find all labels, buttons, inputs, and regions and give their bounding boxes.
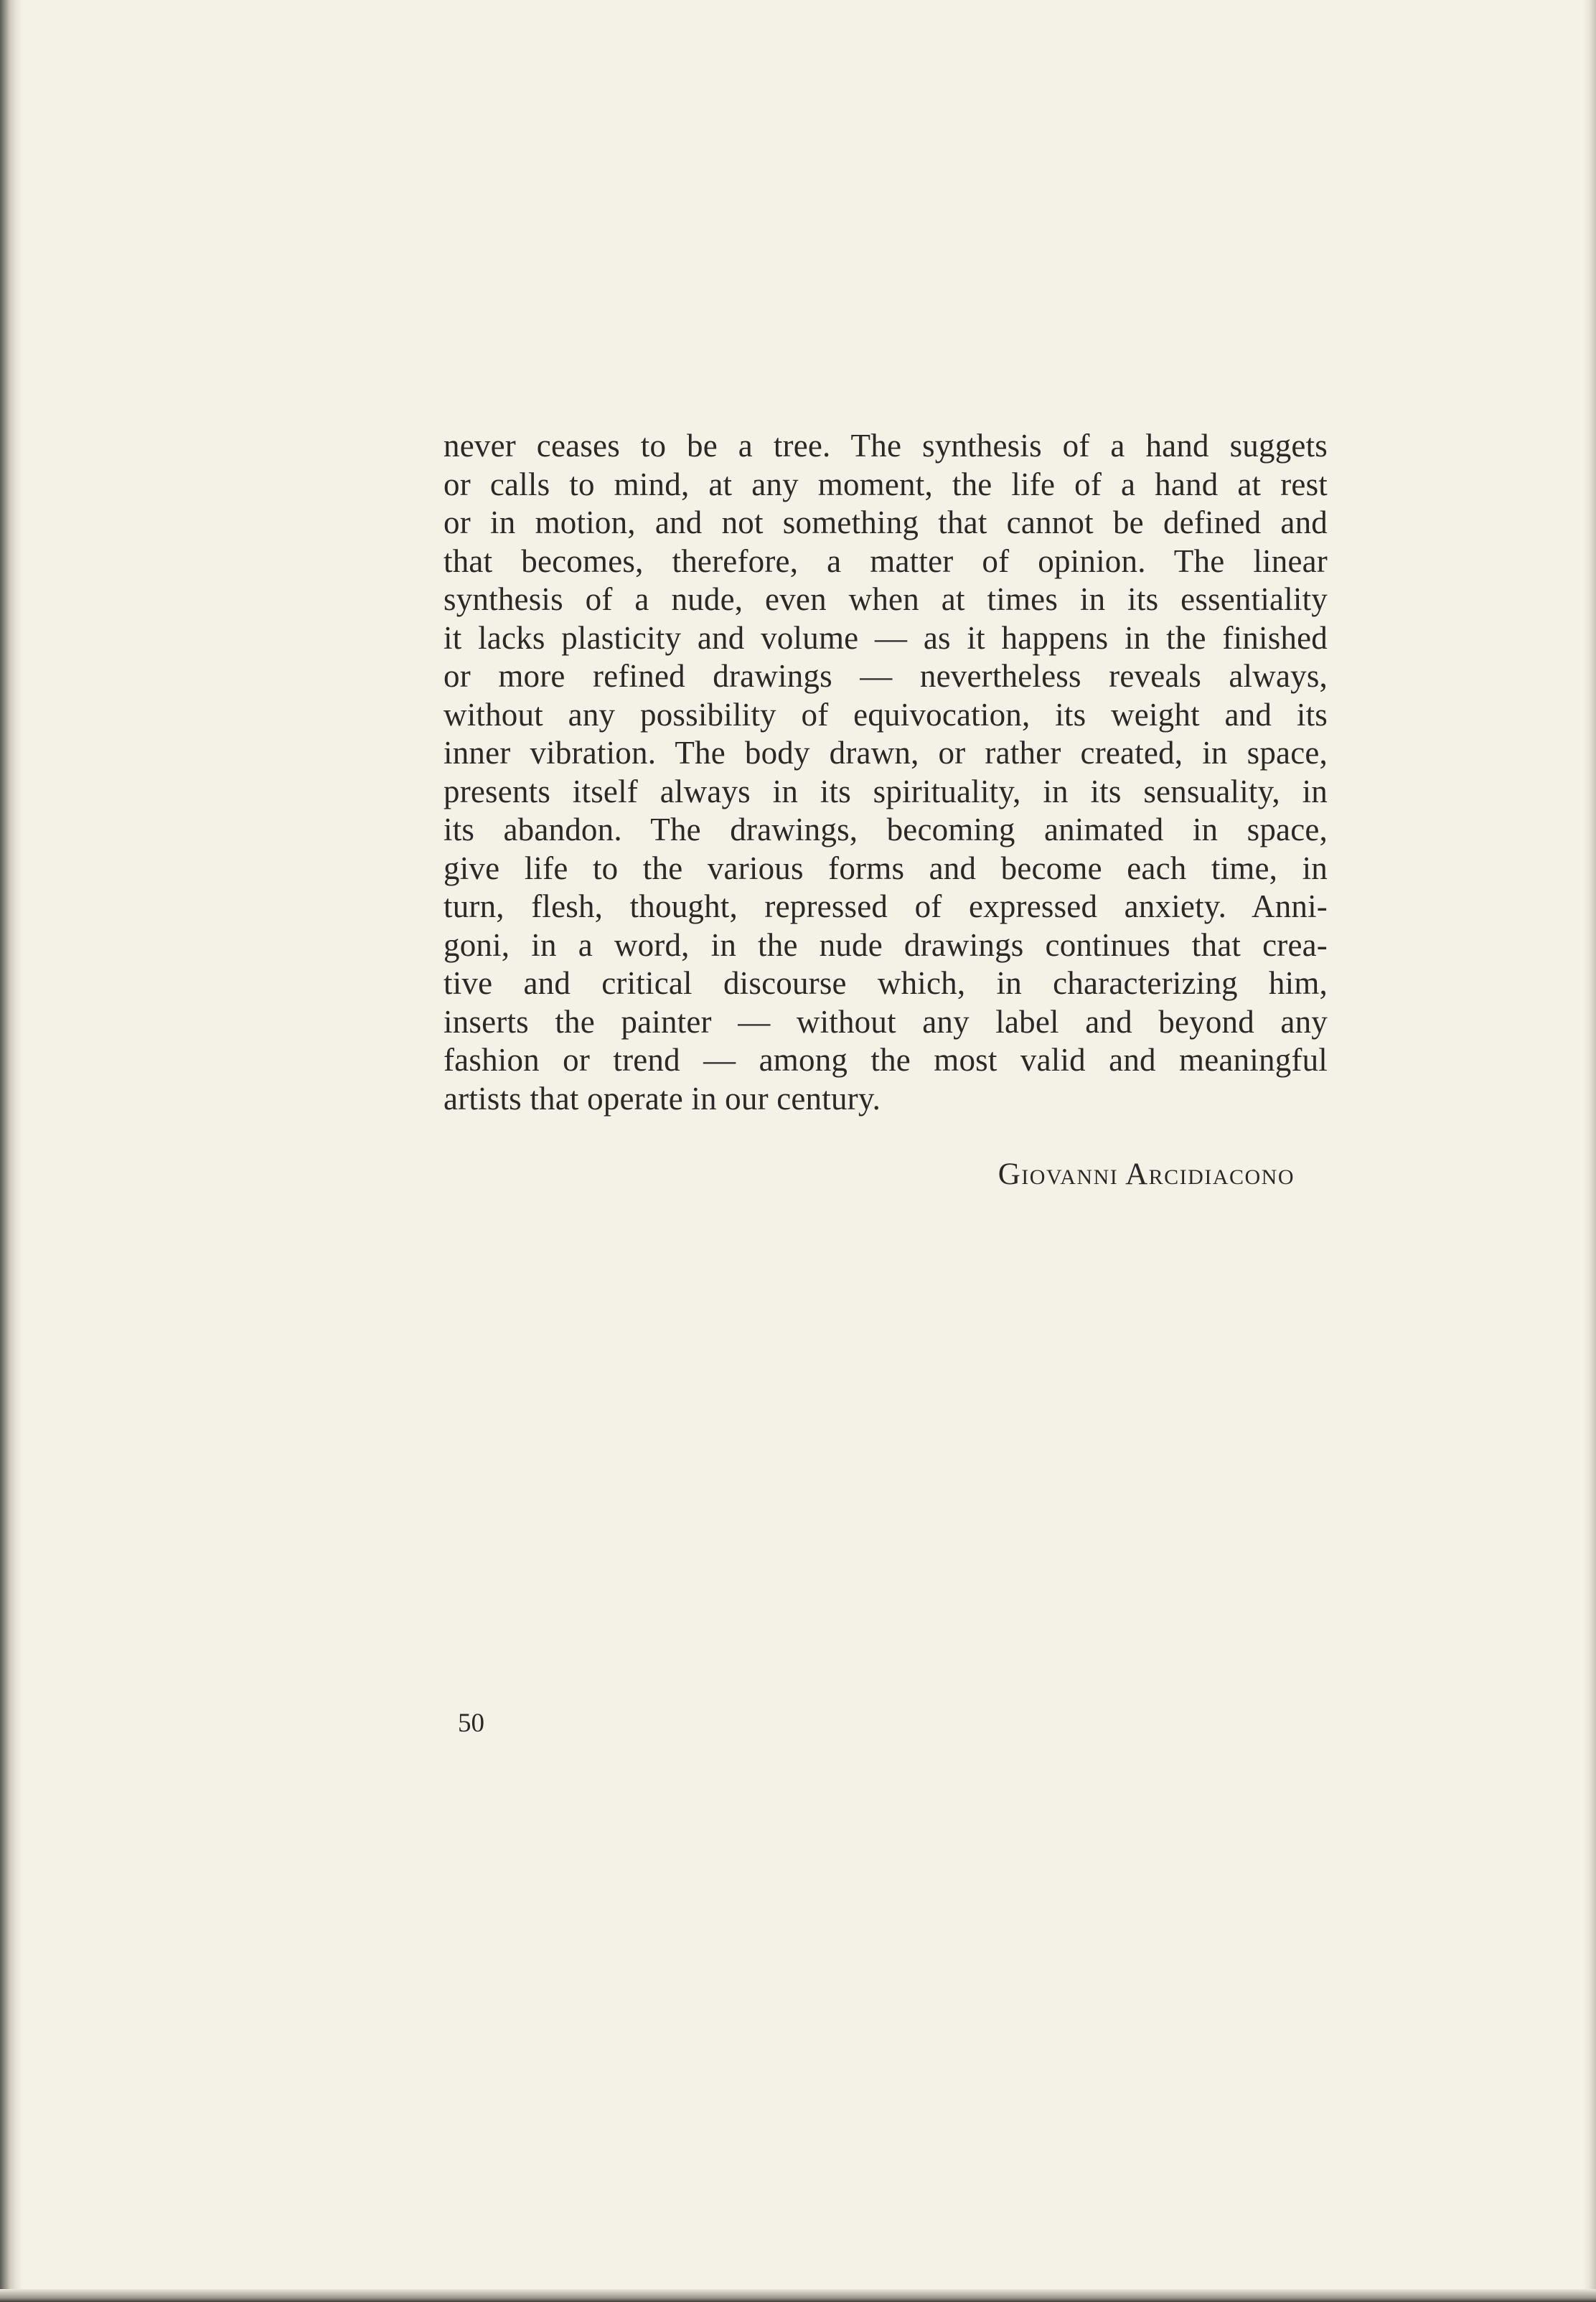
text-line: or calls to mind, at any moment, the life of a hand at rest bbox=[443, 466, 1328, 502]
text-line: give life to the various forms and become each time, in bbox=[443, 850, 1328, 886]
text-line: its abandon. The drawings, becoming animated in space, bbox=[443, 812, 1328, 847]
text-line: it lacks plasticity and volume — as it happens in the finished bbox=[443, 619, 1328, 656]
text-line: inserts the painter — without any label and beyond any bbox=[443, 1003, 1328, 1040]
page-number: 50 bbox=[458, 1709, 484, 1738]
scan-bottom-edge bbox=[0, 2289, 1596, 2302]
book-page bbox=[22, 0, 1583, 2289]
text-line: fashion or trend — among the most valid and meaningful bbox=[443, 1042, 1328, 1078]
text-line: that becomes, therefore, a matter of opinion. The linear bbox=[443, 542, 1328, 579]
text-line: turn, flesh, thought, repressed of expressed anxiety. Anni- bbox=[443, 888, 1328, 924]
text-line: artists that operate in our century. bbox=[443, 1080, 881, 1117]
text-line: never ceases to be a tree. The synthesis of a hand suggets bbox=[443, 428, 1328, 464]
scan-right-edge bbox=[1583, 0, 1596, 2302]
author-signature: Giovanni Arcidiacono bbox=[998, 1157, 1295, 1191]
text-line: inner vibration. The body drawn, or rather created, in space, bbox=[443, 735, 1328, 771]
text-line: or in motion, and not something that cannot be defined and bbox=[443, 504, 1328, 540]
text-line: tive and critical discourse which, in characterizing him, bbox=[443, 965, 1328, 1001]
text-line: goni, in a word, in the nude drawings continues that crea- bbox=[443, 926, 1328, 963]
text-line: presents itself always in its spirituality, in its sensuality, in bbox=[443, 773, 1328, 809]
text-line: synthesis of a nude, even when at times in its essentiality bbox=[443, 581, 1328, 617]
scan-binding-edge bbox=[0, 0, 22, 2302]
body-paragraph bbox=[443, 427, 1328, 1118]
text-line: without any possibility of equivocation, its weight and its bbox=[443, 696, 1328, 733]
text-line: or more refined drawings — nevertheless reveals always, bbox=[443, 658, 1328, 694]
